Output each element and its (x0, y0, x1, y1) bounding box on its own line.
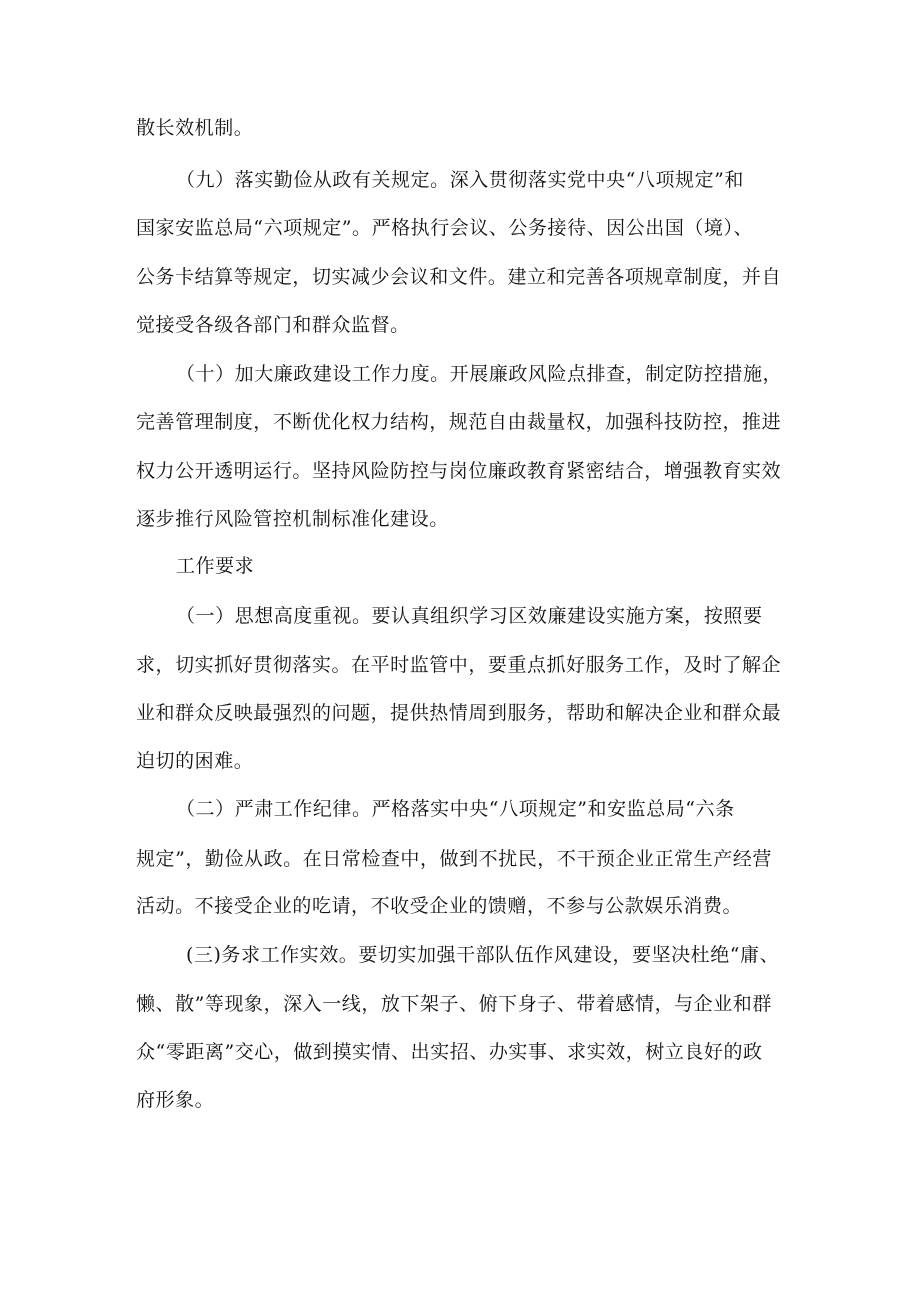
paragraph-line: (三)务求工作实效。要切实加强干部队伍作风建设，要坚决杜绝“庸、 (186, 944, 780, 966)
paragraph-line: 规定”，勤俭从政。在日常检查中，做到不扰民，不干预企业正常生产经营 (136, 848, 772, 870)
section-heading: 工作要求 (176, 555, 255, 577)
paragraph-line: （九）落实勤俭从政有关规定。深入贯彻落实党中央“八项规定”和 (176, 169, 744, 191)
paragraph-line: 国家安监总局“六项规定”。严格执行会议、公务接待、因公出国（境）、 (136, 217, 754, 239)
paragraph-line: 权力公开透明运行。坚持风险防控与岗位廉政教育紧密结合，增强教育实效 (136, 460, 782, 482)
paragraph-line: 逐步推行风险管控机制标准化建设。 (136, 508, 449, 530)
paragraph-line: 懒、散”等现象，深入一线，放下架子、俯下身子、带着感情，与企业和群 (136, 993, 772, 1015)
paragraph-line: （十）加大廉政建设工作力度。开展廉政风险点排查，制定防控措施， (176, 363, 783, 385)
paragraph-line: 业和群众反映最强烈的问题，提供热情周到服务，帮助和解决企业和群众最 (136, 702, 782, 724)
paragraph-line: 活动。不接受企业的吃请，不收受企业的馈赠，不参与公款娱乐消费。 (136, 895, 743, 917)
paragraph-line: （一）思想高度重视。要认真组织学习区效廉建设实施方案，按照要 (176, 605, 763, 627)
paragraph-line: 公务卡结算等规定，切实减少会议和文件。建立和完善各项规章制度，并自 (136, 266, 782, 288)
paragraph-line: 府形象。 (136, 1089, 215, 1111)
paragraph-line: 求，切实抓好贯彻落实。在平时监管中，要重点抓好服务工作，及时了解企 (136, 654, 782, 676)
paragraph-line: 迫切的困难。 (136, 750, 254, 772)
paragraph-line: 觉接受各级各部门和群众监督。 (136, 314, 410, 336)
paragraph-line: 完善管理制度，不断优化权力结构，规范自由裁量权，加强科技防控，推进 (136, 411, 782, 433)
paragraph-line: （二）严肃工作纪律。严格落实中央“八项规定”和安监总局“六条 (176, 798, 735, 820)
paragraph-line: 众“零距离”交心，做到摸实情、出实招、办实事、求实效，树立良好的政 (136, 1041, 763, 1063)
paragraph-line: 散长效机制。 (136, 117, 254, 139)
